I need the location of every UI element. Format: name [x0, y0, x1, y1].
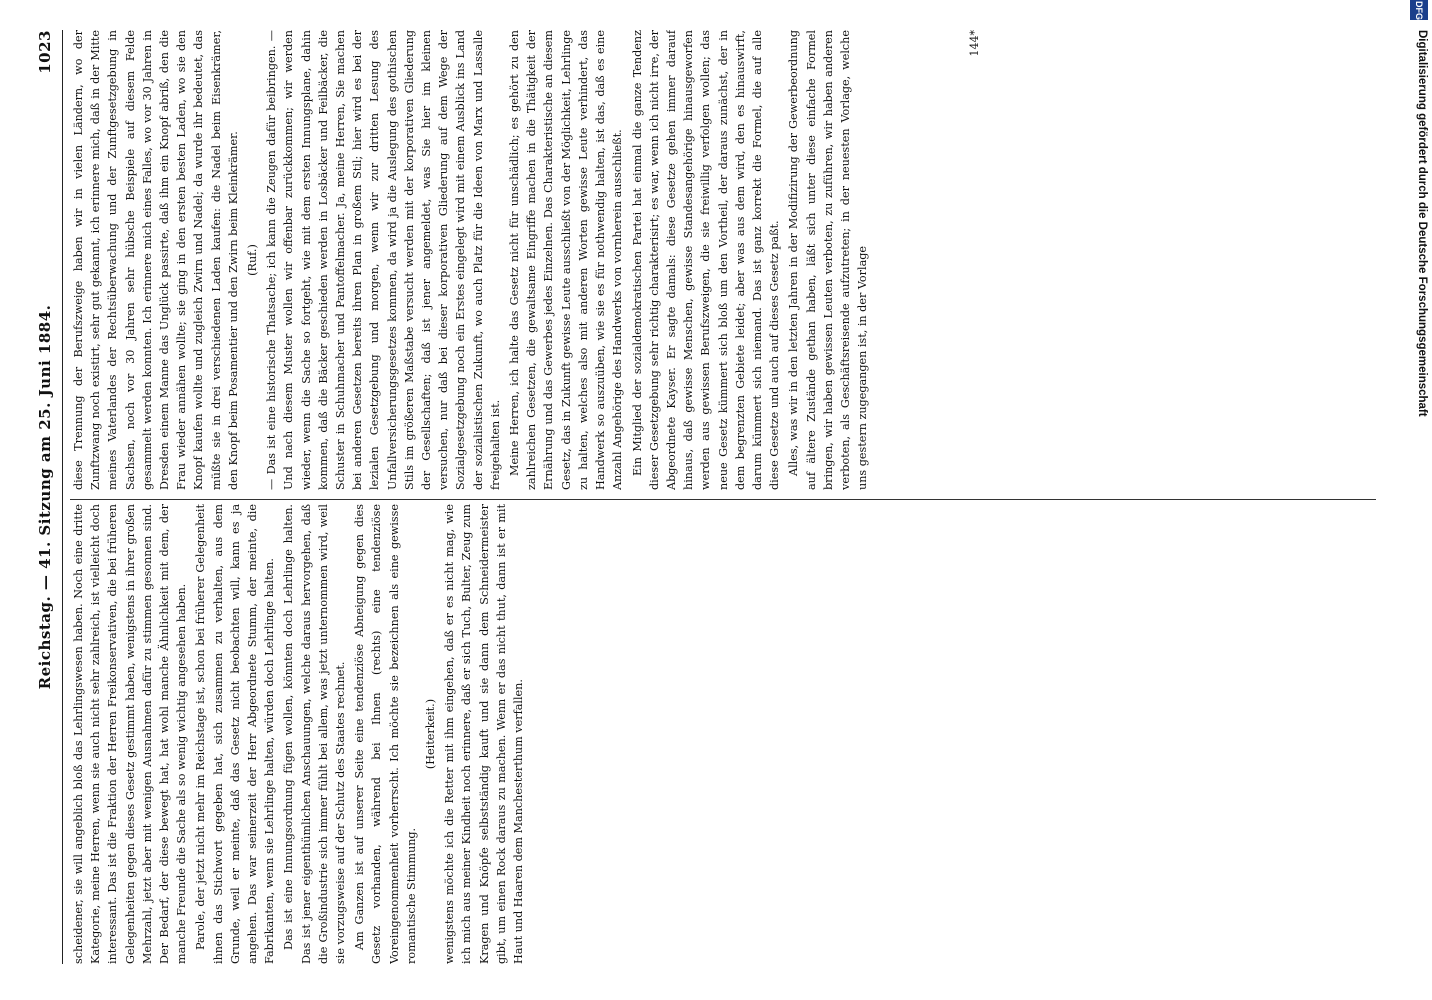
interjection: (Heiterkeit.) — [424, 698, 438, 770]
digitization-credit: Digitalisierung gefördert durch die Deutsche Forschungsgemeinschaft — [1416, 30, 1428, 417]
paragraph: Ein Mitglied der sozialdemokratischen Partei hat einmal die ganze Tendenz dieser Gesetzgebung sehr richtig charakterisirt; es war, wenn ich nicht irre, der Abgeordnete Kayser. Er sagte damals: diese Gesetze gehen immer darauf hinaus, daß gewisse Menschen, gewisse Standesangehörige hinausgeworfen werden aus gewissen Berufszweigen, die sie freiwillig verfolgen wollen; das neue Gesetz kümmert sich bloß um den Vortheil, der daraus zunächst, der in dem begrenzten Gebiete leidet; aber was aus dem wird, den es hinauswirft, darum kümmert sich niemand. Das ist ganz korrekt die Formel, die auf alle diese Gesetze und auch auf dieses Gesetz paßt. — [630, 30, 782, 490]
paragraph: Meine Herren, ich halte das Gesetz nicht für unschädlich; es gehört zu den zahlreichen Gesetzen, die gewaltsame Eingriffe machen in die Thätigkeit der Ernährung und das Gewerbes jedes Einzelnen. Das Charakteristische an diesem Gesetz, das in Zukunft gewisse Leute ausschließt von der Möglichkeit, Lehrlinge zu halten, welches also mit anderen Worten gewisse Leute verhindert, das Handwerk so auszuüben, wie sie es für nothwendig halten, ist das, daß es eine Anzahl Angehörige des Handwerks von vornherein ausschließt. — [508, 30, 625, 490]
paragraph: wenigstens möchte ich die Retter mit ihm eingehen, daß er es nicht mag, wie ich mich aus meiner Kindheit noch erinnere, daß er sich Tuch, Bulter, Zeug zum Kragen und Knöpfe selbstständig kauft und sie dann dem Schneidermeister gibt, um einen Rock daraus zu machen. Wenn er das nicht thut, dann ist er mit Haut und Haaren dem Manchesterthum verfallen. — [443, 504, 526, 964]
paragraph: scheidener, sie will angeblich bloß das Lehrlingswesen haben. Noch eine dritte Kategorie, meine Herren, wenn sie auch nicht sehr zahlreich, ist vielleicht doch interessant. Das ist die Fraktion der Herren Freikonservativen, die bei früheren Gelegenheiten gegen dieses Gesetz gestimmt haben, wenigstens in ihrer großen Mehrzahl, jetzt aber mit wenigen Ausnahmen dafür zu stimmen gesonnen sind. Der Bedarf, der diese bewegt hat, hat wohl manche Ähnlichkeit mit dem, der manche Freunde die Sache als so wenig wichtig angesehen haben. — [72, 504, 189, 964]
interjection: (Ruf.) — [246, 244, 260, 276]
page-title: Reichstag. — 41. Sitzung am 25. Juni 1884. — [36, 304, 54, 690]
paragraph: Am Ganzen ist auf unserer Seite eine tendenziöse Abneigung gegen dies Gesetz vorhanden, während bei Ihnen (rechts) eine tendenziöse Voreingenommenheit vorherrscht. Ich möchte sie bezeichnen als eine gewisse romantische Stimmung. — [353, 504, 418, 964]
paragraph: Alles, was wir in den letzten Jahren in der Modifizirung der Gewerbeordnung auf ältere Zustände gethan haben, läßt sich unter diese einfache Formel bringen, wir haben gewissen Leuten verboten, zu zuführen, wir haben anderen verboten, als Geschäftsreisende aufzutreten; in der neuesten Vorlage, welche uns gestern zugegangen ist, in der Vorlage — [787, 30, 870, 490]
paragraph: Das ist eine Innungsordnung fügen wollen, könnten doch Lehrlinge halten. Das ist jener eigenthümlichen Anschauungen, welche daraus hervorgehen, daß die Großindustrie sich immer fühlt bei allem, was jetzt unternommen wird, weil sie vorzugsweise auf der Schutz des Staates rechnet. — [282, 504, 348, 964]
right-column — [70, 30, 1376, 490]
signature-mark: 144* — [968, 30, 981, 57]
column-divider — [70, 499, 1376, 500]
page-header — [36, 30, 58, 964]
paragraph: Parole, der jetzt nicht mehr im Reichstage ist, schon bei früherer Gelegenheit ihnen das Stichwort gegeben hat, sich zusammen zu verhalten, aus dem Grunde, weil er meinte, daß das Gesetz nicht beobachten will, kann es ja angehen. Das war seinerzeit der Herr Abgeordnete Stumm, der meinte, die Fabrikanten, wenn sie Lehrlinge halten, würden doch Lehrlinge halten. — [194, 504, 277, 964]
left-column — [70, 504, 1376, 964]
paragraph: diese Trennung der Berufszweige haben wir in vielen Ländern, wo der Zunftzwang noch existirt, sehr gut gekannt, ich erinnere mich, daß in der Mitte meines Vaterlandes der Rechtsüberwachung und der Zunftgesetzgebung in Sachsen, noch vor 30 Jahren sehr hübsche Beispiele auf diesem Felde gesammelt werden konnten. Ich erinnere mich eines Falles, wo vor 30 Jahren in Dresden einem Manne das Unglück passirte, daß ihm ein Knopf abriß, den die Frau wieder annähen wollte; sie ging in den ersten besten Laden, wo sie den Knopf kaufen wollte und zugleich Zwirn und Nadel; da wurde ihr bedeutet, das müßte sie in drei verschiedenen Laden kaufen: die Nadel beim Eisenkrämer, den Knopf beim Posamentier und den Zwirn beim Kleinkrämer. — [72, 30, 240, 490]
paragraph: — Das ist eine historische Thatsache; ich kann die Zeugen dafür beibringen. — Und nach diesem Muster wollen wir offenbar zurückkommen; wir werden wieder, wenn die Sache so fortgeht, wie mit dem ersten Innungsplane, dahin kommen, daß die Bäcker geschieden werden in Losbäcker und Feilbäcker, die Schuster in Schuhmacher und Pantoffelmacher. Ja, meine Herren, Sie machen bei anderen Gesetzen bereits ihren Plan in großem Stil; hier wird es bei der lezialen Gesetzgebung und morgen, wenn wir zur dritten Lesung des Unfallversicherungsgesetzes kommen, da wird ja die Auslegung des gothischen Stils im größeren Maßstabe versucht werden mit der korporativen Gliederung der Gesellschaften; daß ist jener angemeldet, was Sie hier im kleinen versuchen, nur daß bei dieser korporativen Gliederung auf dem Wege der Sozialgesetzgebung noch ein Erstes eingelegt wird mit einem Ausblick ins Land der sozialistischen Zukunft, wo auch Platz für die Ideen von Marx und Lassalle freigehalten ist. — [265, 30, 502, 490]
page-number: 1023 — [36, 30, 54, 74]
dfg-logo-icon: DFG — [1410, 0, 1428, 20]
header-rule — [62, 30, 63, 964]
